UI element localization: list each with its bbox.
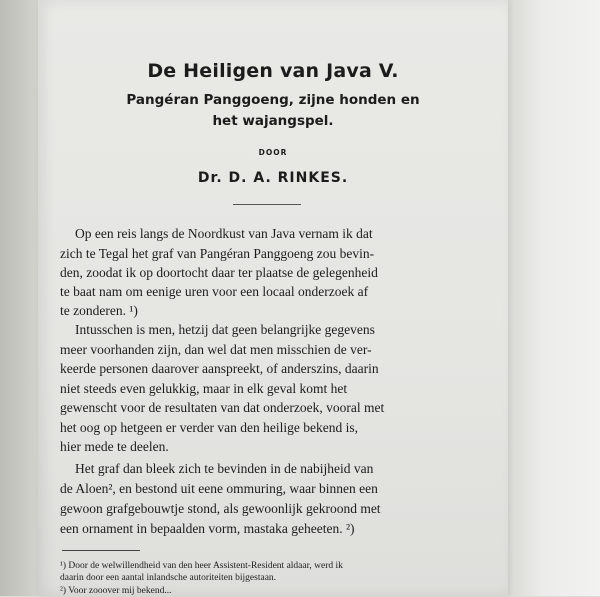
- body-line: een ornament in bepaalden vorm, mastaka geheeten. ²): [60, 521, 355, 536]
- body-line: Intusschen is men, hetzij dat geen belangrijke gegevens: [75, 322, 375, 337]
- body-line: hier mede te deelen.: [60, 439, 169, 454]
- body-line: Op een reis langs de Noordkust van Java vernam ik dat: [75, 226, 373, 241]
- body-line: gewoon grafgebouwtje stond, als gewoonlijk gekroond met: [60, 501, 381, 516]
- article-subtitle-line2: het wajangspel.: [212, 113, 334, 129]
- body-line: niet steeds even gelukkig, maar in elk geval komt het: [60, 381, 348, 396]
- footnote-line: ¹) Door de welwillendheid van den heer Assistent-Resident aldaar, werd ik: [60, 561, 343, 571]
- body-line: zich te Tegal het graf van Pangéran Panggoeng zou bevin-: [60, 246, 375, 261]
- body-line: de Aloen², en bestond uit eene ommuring, waar binnen een: [60, 481, 378, 496]
- footnote-line: ²) Voor zooover mij bekend...: [60, 586, 172, 596]
- title-divider: [233, 204, 301, 205]
- footnote-line: daarin door een aantal inlandsche autoriteiten bijgestaan.: [60, 573, 277, 583]
- article-title: De Heiligen van Java V.: [147, 60, 399, 82]
- background-right: [504, 0, 600, 596]
- article-subtitle-line1: Pangéran Panggoeng, zijne honden en: [126, 92, 420, 108]
- body-line: den, zoodat ik op doortocht daar ter plaatse de gelegenheid: [60, 265, 378, 280]
- body-line: Het graf dan bleek zich te bevinden in de nabijheid van: [75, 461, 374, 476]
- footnote-divider: [62, 550, 140, 551]
- body-line: te baat nam om eenige uren voor een locaal onderzoek af: [60, 284, 369, 299]
- body-line: te zonderen. ¹): [60, 303, 138, 318]
- by-label: DOOR: [258, 148, 288, 157]
- book-page: [38, 0, 508, 596]
- body-line: meer voorhanden zijn, dan wel dat men misschien de ver-: [60, 342, 372, 357]
- body-line: het oog op hetgeen er verder van den heilige bekend is,: [60, 420, 359, 435]
- author-name: Dr. D. A. RINKES.: [197, 170, 349, 186]
- body-line: keerde personen daarover aanspreekt, of anderszins, daarin: [60, 361, 379, 376]
- body-line: gewenscht voor de resultaten van dat onderzoek, vooral met: [60, 400, 385, 415]
